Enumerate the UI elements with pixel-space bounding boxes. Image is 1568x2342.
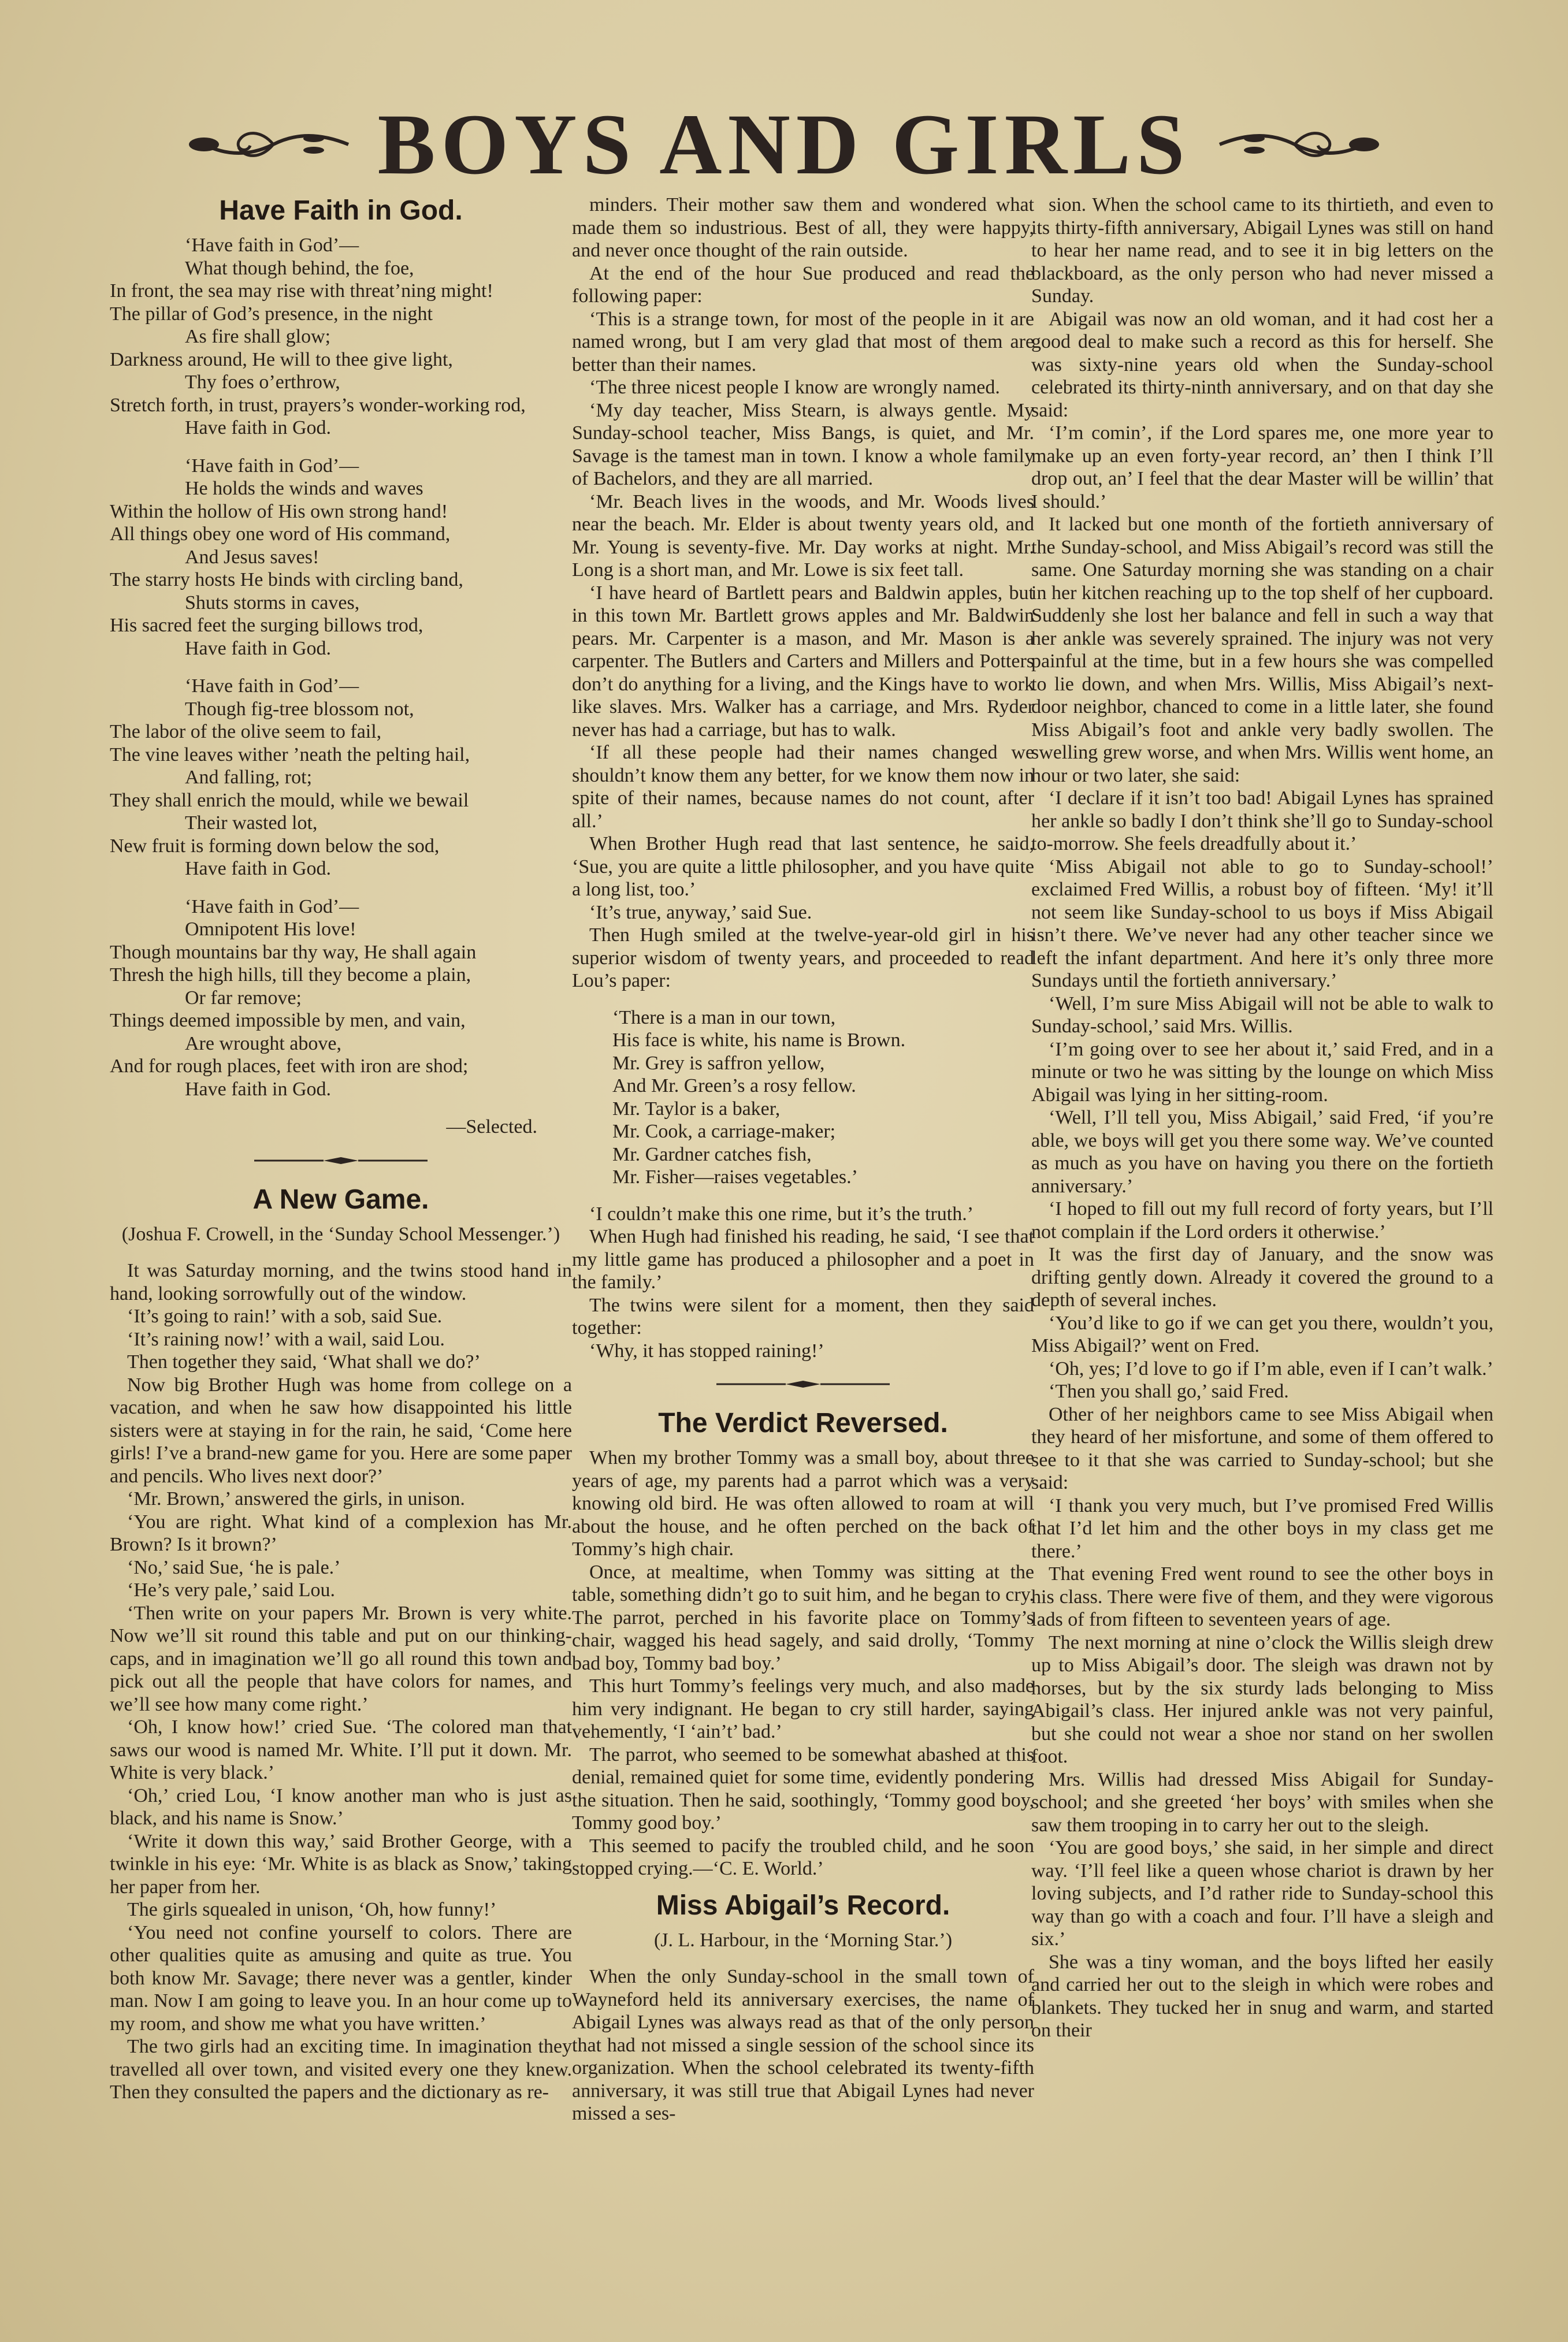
scroll-ornament-left-icon: [181, 121, 354, 168]
poem-stanza: [110, 895, 572, 1101]
poem-line: Though fig-tree blossom not,: [185, 698, 414, 720]
verse-line: ‘There is a man in our town,: [612, 1006, 836, 1028]
poem-line: Omnipotent His love!: [185, 919, 356, 940]
poem-line: Things deemed impossible by men, and vain,: [110, 1010, 466, 1031]
paragraph: ‘Oh, I know how!’ cried Sue. ‘The colored man that saws our wood is named Mr. White. I’ll put it down. Mr. White is very black.’: [110, 1716, 572, 1783]
poem-line: ‘Have faith in God’—: [185, 675, 359, 697]
paragraph: ‘You need not confine yourself to colors. There are other qualities quite as amusing and quite as true. You both know Mr. Savage; there never was a gentler, kinder man. Now I am going to leave you. In an hour come up to my room, and show me what you have written.’: [110, 1921, 572, 2035]
poem-line: Thresh the high hills, till they become a plain,: [110, 964, 471, 986]
paragraph: ‘Then you shall go,’ said Fred.: [1049, 1381, 1289, 1402]
poem-line: Have faith in God.: [185, 417, 332, 438]
paragraph: Other of her neighbors came to see Miss Abigail when they heard of her misfortune, and some of them offered to see to it that she was carried to Sunday-school; but she said:: [1031, 1403, 1493, 1493]
paragraph: Mrs. Willis had dressed Miss Abigail for Sunday-school; and she greeted ‘her boys’ with smiles when she saw them trooping in to carry her out to the sleigh.: [1031, 1768, 1493, 1836]
paragraph: ‘Mr. Brown,’ answered the girls, in unison.: [127, 1488, 465, 1510]
poem-title: Have Faith in God.: [219, 195, 463, 226]
column-1: [110, 194, 572, 2104]
column-2: [572, 194, 1034, 2125]
poem-line: Though mountains bar thy way, He shall again: [110, 941, 477, 963]
paragraph: The two girls had an exciting time. In imagination they travelled all over town, and visited every one they knew. Then they consulted the papers and the dictionary as re-: [110, 2036, 572, 2103]
poem-line: The pillar of God’s presence, in the night: [110, 303, 433, 325]
poem-line: Within the hollow of His own strong hand!: [110, 500, 448, 522]
poem-line: What though behind, the foe,: [185, 257, 414, 279]
poem-line: ‘Have faith in God’—: [185, 235, 359, 256]
poem-line: Thy foes o’erthrow,: [185, 371, 340, 393]
paragraph: Now big Brother Hugh was home from college on a vacation, and when he saw how disappointed his little sisters were at staying in for the rain, he said, ‘Come here girls! I’ve a brand-new game for you. Here are some paper and pencils. Who lives next door?’: [110, 1374, 572, 1487]
paragraph: When Hugh had finished his reading, he said, ‘I see that my little game has produced a philosopher and a poet in the family.’: [572, 1226, 1034, 1293]
poem-line: As fire shall glow;: [185, 326, 331, 347]
new-game-byline: (Joshua F. Crowell, in the ‘Sunday School Messenger.’): [121, 1223, 560, 1245]
paragraph: ‘Oh,’ cried Lou, ‘I know another man who is just as black, and his name is Snow.’: [110, 1785, 572, 1829]
abigail-body: [572, 1965, 1034, 2125]
paragraph: It was Saturday morning, and the twins stood hand in hand, looking sorrowfully out of the window.: [110, 1260, 572, 1304]
paragraph: ‘Mr. Beach lives in the woods, and Mr. Woods lives near the beach. Mr. Elder is about twenty years old, and Mr. Young is seventy-five. Mr. Day works at night. Mr. Long is a short man, and Mr. Lowe is six feet tall.: [572, 490, 1034, 581]
abigail-byline: (J. L. Harbour, in the ‘Morning Star.’): [653, 1929, 953, 1951]
poem-line: ‘Have faith in God’—: [185, 455, 359, 477]
paragraph: The twins were silent for a moment, then they said together:: [572, 1294, 1034, 1339]
paragraph: minders. Their mother saw them and wondered what made them so industrious. Best of all, they were happy, and never once thought of the rain outside.: [572, 194, 1034, 261]
verse-line: Mr. Grey is saffron yellow,: [612, 1052, 825, 1074]
paragraph: ‘Then write on your papers Mr. Brown is very white. Now we’ll sit round this table and put on our thinking-caps, and in imagination we’ll go all round this town and pick out all the people that have colors for names, and we’ll see how many come right.’: [110, 1602, 572, 1715]
poem-line: Shuts storms in caves,: [185, 592, 360, 614]
lou-verse: [572, 1006, 1034, 1189]
paragraph: ‘You are good boys,’ she said, in her simple and direct way. ‘I’ll feel like a queen whose chariot is drawn by her loving subjects, and I’d rather ride to Sunday-school this way than go with a coach and four. I’ll have a sleigh and six.’: [1031, 1837, 1493, 1950]
poem-stanza: [110, 455, 572, 660]
poem-line: Are wrought above,: [185, 1032, 341, 1054]
poem-line: New fruit is forming down below the sod,: [110, 835, 440, 857]
poem-line: Have faith in God.: [185, 1078, 332, 1100]
verse-line: His face is white, his name is Brown.: [612, 1029, 906, 1051]
verdict-title: The Verdict Reversed.: [658, 1408, 948, 1438]
paragraph: ‘Miss Abigail not able to go to Sunday-school!’ exclaimed Fred Willis, a robust boy of fifteen. ‘My! it’ll not seem like Sunday-school to us boys if Miss Abigail isn’t there. We’ve never had any other teacher since we left the infant department. And here it’s only three more Sundays until the fortieth anniversary.’: [1031, 856, 1493, 991]
paragraph: That evening Fred went round to see the other boys in his class. There were five of them, and they were vigorous lads of from fifteen to seventeen years of age.: [1031, 1563, 1493, 1630]
paragraph: ‘You’d like to go if we can get you there, wouldn’t you, Miss Abigail?’ went on Fred.: [1031, 1312, 1493, 1356]
poem: [110, 234, 572, 1101]
new-game-title: A New Game.: [252, 1184, 429, 1215]
paragraph: ‘I’m comin’, if the Lord spares me, one more year to make up an even forty-year record, an’ then I think I’ll drop out, an’ I feel that the dear Master will be willin’ that I should.’: [1031, 422, 1493, 512]
new-game-continued: [572, 194, 1034, 992]
poem-line: And for rough places, feet with iron are shod;: [110, 1055, 469, 1077]
paragraph: ‘He’s very pale,’ said Lou.: [127, 1579, 336, 1601]
paragraph: It lacked but one month of the fortieth anniversary of the Sunday-school, and Miss Abigail’s record was still the same. One Saturday morning she was standing on a chair in her kitchen reaching up to the top shelf of her cupboard. Suddenly she lost her balance and fell in such a way that her ankle was severely sprained. The injury was not very painful at the time, but in a few hours she was compelled to lie down, and when Mrs. Willis, Miss Abigail’s next-door neighbor, chanced to come in a little later, she found Miss Abigail’s foot and ankle very badly swollen. The swelling grew worse, and when Mrs. Willis went home, an hour or two later, she said:: [1031, 514, 1493, 786]
paragraph: ‘You are right. What kind of a complexion has Mr. Brown? Is it brown?’: [110, 1511, 572, 1555]
poem-line: The starry hosts He binds with circling band,: [110, 569, 463, 590]
poem-line: Have faith in God.: [185, 637, 332, 659]
paragraph: ‘If all these people had their names changed we shouldn’t know them any better, for we know them now in spite of their names, because names do not count, after all.’: [572, 742, 1034, 832]
poem-line: ‘Have faith in God’—: [185, 895, 359, 917]
poem-attribution: —Selected.: [446, 1116, 537, 1137]
paragraph: ‘I have heard of Bartlett pears and Baldwin apples, but in this town Mr. Bartlett grows apples and Mr. Baldwin pears. Mr. Carpenter is a mason, and Mr. Mason is a carpenter. The Butlers and Carters and Millers and Potters don’t do anything for a living, and the Kings have to work like slaves. Mrs. Walker has a carriage, and Mrs. Ryder never has had a carriage, but has to walk.: [572, 582, 1034, 741]
paragraph: The girls squealed in unison, ‘Oh, how funny!’: [127, 1899, 497, 1920]
column-3: [1031, 194, 1493, 2042]
paragraph: Abigail was now an old woman, and it had cost her a good deal to make such a record as this for herself. She was sixty-nine years old when the Sunday-school celebrated its thirty-ninth anniversary, and on that day she said:: [1031, 308, 1493, 421]
ornamental-rule-icon: [716, 1380, 890, 1389]
verdict-body: [572, 1447, 1034, 1880]
paragraph: sion. When the school came to its thirtieth, and even to its thirty-fifth anniversary, Abigail Lynes was still on hand to hear her name read, and to see it in big letters on the blackboard, as the only person who had never missed a Sunday.: [1031, 194, 1493, 307]
paragraph: ‘Well, I’m sure Miss Abigail will not be able to walk to Sunday-school,’ said Mrs. Willis.: [1031, 992, 1493, 1037]
poem-line: In front, the sea may rise with threat’ning might!: [110, 280, 493, 302]
paragraph: This hurt Tommy’s feelings very much, and also made him very indignant. He began to cry still harder, saying vehemently, ‘I ‘ain’t’ bad.’: [572, 1675, 1034, 1742]
poem-stanza: [110, 675, 572, 880]
paragraph: ‘Write it down this way,’ said Brother George, with a twinkle in his eye: ‘Mr. White is as black as Snow,’ taking her paper from her.: [110, 1830, 572, 1898]
paragraph: The next morning at nine o’clock the Willis sleigh drew up to Miss Abigail’s door. The sleigh was drawn not by horses, but by the six sturdy lads belonging to Miss Abigail’s class. Her injured ankle was not very painful, but she could not wear a shoe nor stand on her swollen foot.: [1031, 1631, 1493, 1767]
poem-line: And Jesus saves!: [185, 546, 319, 568]
paragraph: ‘Why, it has stopped raining!’: [589, 1340, 824, 1362]
paragraph: ‘The three nicest people I know are wrongly named.: [589, 377, 1000, 398]
poem-line: Have faith in God.: [185, 858, 332, 879]
new-game-ending: [572, 1203, 1034, 1363]
poem-line: They shall enrich the mould, while we bewail: [110, 789, 469, 811]
paragraph: ‘It’s true, anyway,’ said Sue.: [589, 901, 812, 923]
paragraph: She was a tiny woman, and the boys lifted her easily and carried her out to the sleigh in which were robes and blankets. They tucked her in snug and warm, and started on their: [1031, 1951, 1493, 2041]
paragraph: ‘This is a strange town, for most of the people in it are named wrong, but I am very glad that most of them are better than their names.: [572, 308, 1034, 376]
paragraph: This seemed to pacify the troubled child, and he soon stopped crying.—‘C. E. World.’: [572, 1835, 1034, 1879]
paragraph: When the only Sunday-school in the small town of Wayneford held its anniversary exercises, the name of Abigail Lynes was always read as that of the only person that had not missed a single session of the school since its organization. When the school celebrated its twenty-fifth anniversary, it was still true that Abigail Lynes had never missed a ses-: [572, 1966, 1034, 2124]
poem-line: He holds the winds and waves: [185, 478, 423, 499]
poem-line: Their wasted lot,: [185, 812, 318, 834]
poem-stanza: [110, 234, 572, 440]
poem-line: His sacred feet the surging billows trod,: [110, 615, 423, 636]
verse-line: Mr. Gardner catches fish,: [612, 1143, 812, 1165]
ornamental-rule-icon: [254, 1156, 428, 1165]
paragraph: ‘It’s raining now!’ with a wail, said Lou.: [127, 1328, 445, 1350]
poem-line: Darkness around, He will to thee give light,: [110, 348, 453, 370]
paragraph: ‘No,’ said Sue, ‘he is pale.’: [127, 1556, 341, 1578]
paragraph: ‘I declare if it isn’t too bad! Abigail Lynes has sprained her ankle so badly I don’t think she’ll go to Sunday-school to-morrow. She feels dreadfully about it.’: [1031, 787, 1493, 854]
verse-line: Mr. Taylor is a baker,: [612, 1098, 781, 1120]
paragraph: When Brother Hugh read that last sentence, he said, ‘Sue, you are quite a little philosopher, and you have quite a long list, too.’: [572, 833, 1034, 900]
paragraph: Then Hugh smiled at the twelve-year-old girl in his superior wisdom of twenty years, and proceeded to read Lou’s paper:: [572, 924, 1034, 991]
paragraph: The parrot, who seemed to be somewhat abashed at this denial, remained quiet for some time, evidently pondering the situation. Then he said, soothingly, ‘Tommy good boy, Tommy good boy.’: [572, 1744, 1034, 1834]
poem-line: All things obey one word of His command,: [110, 523, 451, 545]
verse-line: Mr. Cook, a carriage-maker;: [612, 1121, 836, 1142]
paragraph: At the end of the hour Sue produced and read the following paper:: [572, 262, 1034, 307]
poem-line: Stretch forth, in trust, prayers’s wonder-working rod,: [110, 394, 526, 416]
poem-line: And falling, rot;: [185, 767, 313, 788]
abigail-title: Miss Abigail’s Record.: [656, 1890, 950, 1921]
paragraph: ‘I hoped to fill out my full record of forty years, but I’ll not complain if the Lord orders it otherwise.’: [1031, 1198, 1493, 1243]
paragraph: ‘It’s going to rain!’ with a sob, said Sue.: [127, 1306, 443, 1327]
paragraph: When my brother Tommy was a small boy, about three years of age, my parents had a parrot which was a very knowing old bird. He was often allowed to roam at will about the house, and he often perched on the back of Tommy’s high chair.: [572, 1447, 1034, 1560]
abigail-continued: [1031, 194, 1493, 2042]
paragraph: ‘I’m going over to see her about it,’ said Fred, and in a minute or two he was sitting by the lounge on which Miss Abigail was lying in her sitting-room.: [1031, 1038, 1493, 1106]
poem-line: Or far remove;: [185, 987, 302, 1009]
paragraph: ‘Oh, yes; I’d love to go if I’m able, even if I can’t walk.’: [1049, 1358, 1493, 1380]
paragraph: ‘Well, I’ll tell you, Miss Abigail,’ said Fred, ‘if you’re able, we boys will get you there some way. We’ve counted as much as you have on having you there on the fortieth anniversary.’: [1031, 1107, 1493, 1197]
scroll-ornament-right-icon: [1214, 121, 1387, 168]
verse-line: And Mr. Green’s a rosy fellow.: [612, 1075, 856, 1096]
paragraph: Once, at mealtime, when Tommy was sitting at the table, something didn’t go to suit him, and he began to cry. The parrot, perched in his favorite place on Tommy’s chair, wagged his head sagely, and said drolly, ‘Tommy bad boy, Tommy bad boy.’: [572, 1561, 1034, 1674]
paragraph: ‘I thank you very much, but I’ve promised Fred Willis that I’d let him and the other boys in my class get me there.’: [1031, 1495, 1493, 1562]
paragraph: ‘I couldn’t make this one rime, but it’s the truth.’: [589, 1203, 974, 1225]
poem-line: The labor of the olive seem to fail,: [110, 721, 382, 742]
paragraph: It was the first day of January, and the snow was drifting gently down. Already it covered the ground to a depth of several inches.: [1031, 1244, 1493, 1311]
new-game-body: [110, 1259, 572, 2104]
masthead-title: BOYS AND GIRLS: [377, 96, 1191, 192]
paragraph: Then together they said, ‘What shall we do?’: [127, 1351, 481, 1373]
paragraph: ‘My day teacher, Miss Stearn, is always gentle. My Sunday-school teacher, Miss Bangs, is quiet, and Mr. Savage is the tamest man in town. I know a whole family of Bachelors, and they are all married.: [572, 399, 1034, 489]
masthead: [0, 92, 1568, 196]
poem-line: The vine leaves wither ’neath the pelting hail,: [110, 744, 470, 765]
verse-line: Mr. Fisher—raises vegetables.’: [612, 1166, 858, 1188]
